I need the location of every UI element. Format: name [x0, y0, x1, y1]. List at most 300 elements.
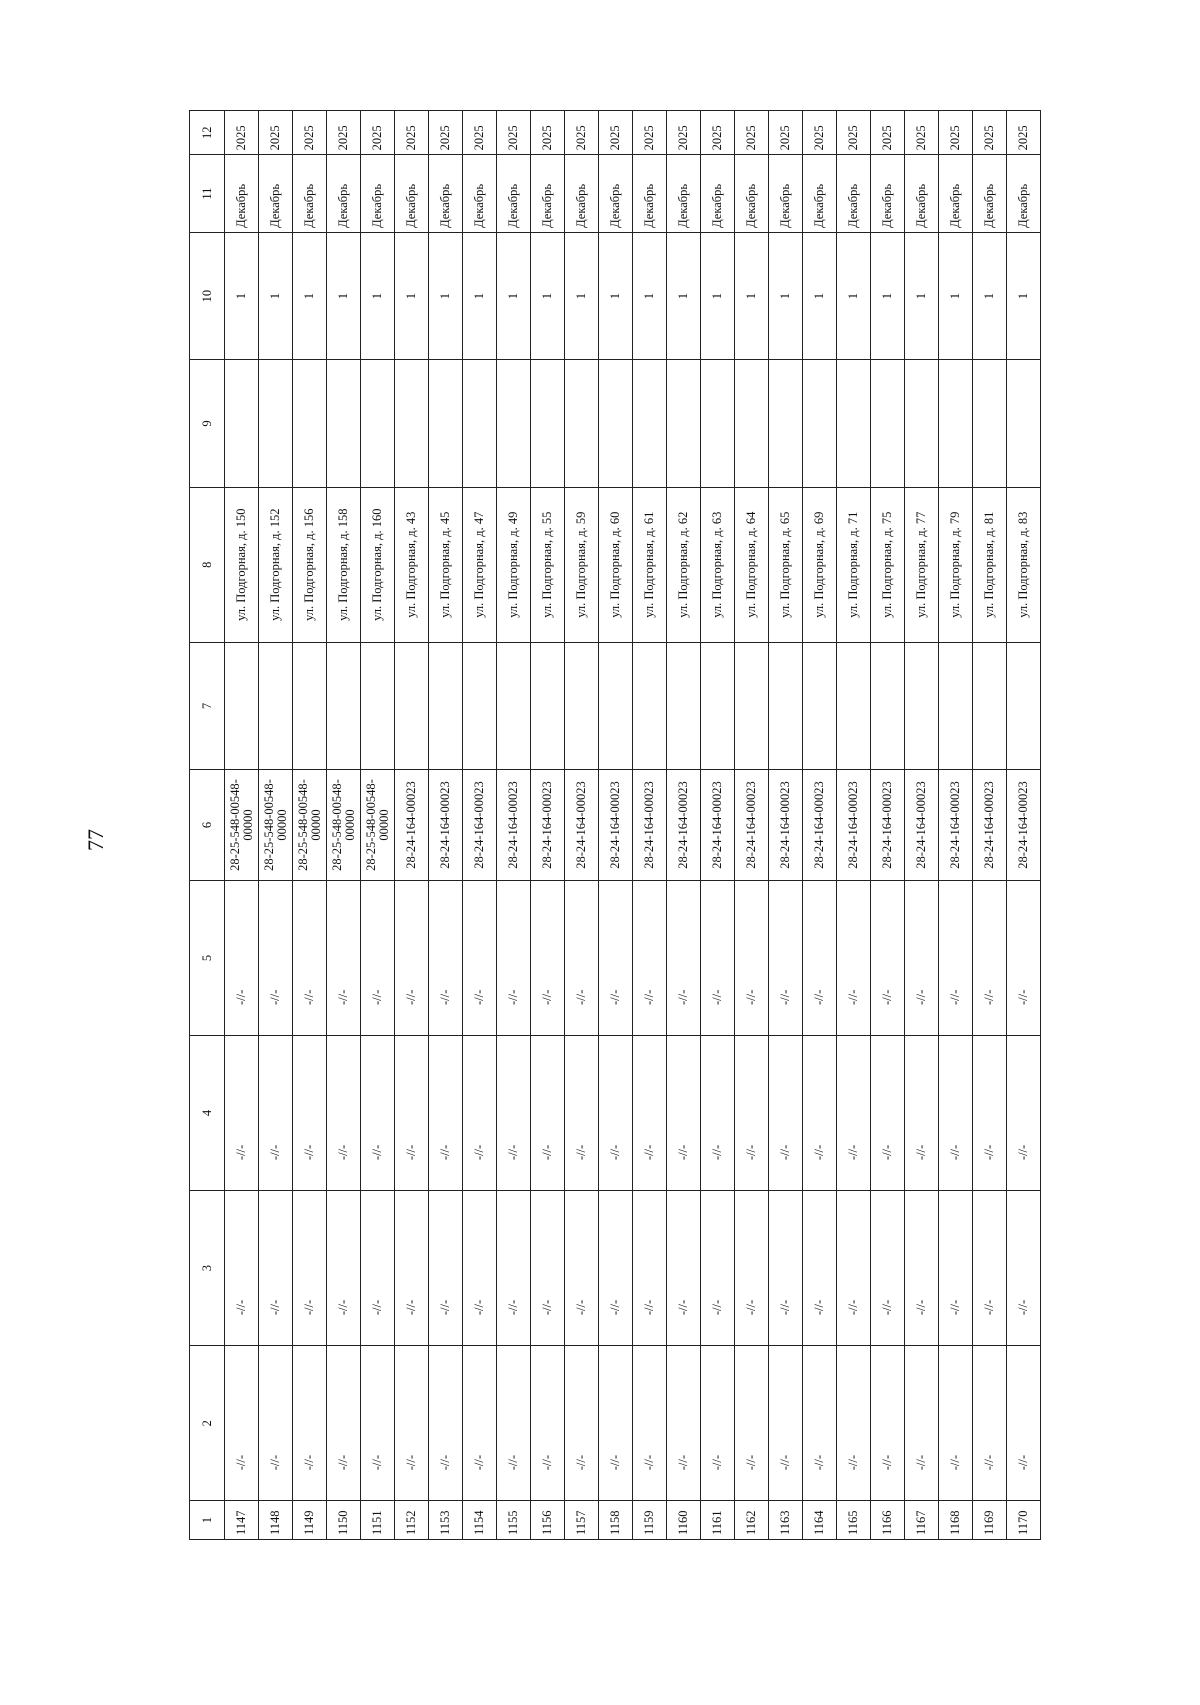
- cell-col-2: -//-: [871, 1346, 905, 1501]
- cell-col-8: ул. Подгорная, д. 150: [225, 487, 259, 642]
- cell-col-10: 1: [225, 232, 259, 359]
- cell-col-8: ул. Подгорная, д. 60: [599, 487, 633, 642]
- table-body: [225, 111, 1041, 1540]
- cell-col-4: -//-: [1007, 1036, 1041, 1191]
- cell-col-10: 1: [973, 232, 1007, 359]
- cell-col-10: 1: [327, 232, 361, 359]
- column-number-4: 4: [190, 1036, 225, 1191]
- cell-col-8: ул. Подгорная, д. 79: [939, 487, 973, 642]
- cell-col-2: -//-: [769, 1346, 803, 1501]
- cell-col-3: -//-: [701, 1191, 735, 1346]
- page-number: 77: [83, 829, 108, 851]
- cell-col-5: -//-: [599, 880, 633, 1035]
- cell-col-5: -//-: [837, 880, 871, 1035]
- cell-col-8: ул. Подгорная, д. 81: [973, 487, 1007, 642]
- table-row: [463, 111, 497, 1540]
- cell-col-4: -//-: [769, 1036, 803, 1191]
- table-row: [293, 111, 327, 1540]
- cell-col-5: -//-: [361, 880, 395, 1035]
- table-row: [667, 111, 701, 1540]
- column-number-9: 9: [190, 360, 225, 487]
- cell-col-12: 2025: [633, 111, 667, 155]
- cell-col-6: 28-24-164-00023: [701, 770, 735, 881]
- cell-col-12: 2025: [735, 111, 769, 155]
- cell-col-9: [667, 360, 701, 487]
- cell-col-4: -//-: [293, 1036, 327, 1191]
- cell-col-5: -//-: [1007, 880, 1041, 1035]
- cell-col-8: ул. Подгорная, д. 59: [565, 487, 599, 642]
- cell-col-2: -//-: [701, 1346, 735, 1501]
- table-row: [1007, 111, 1041, 1540]
- cell-col-6: 28-24-164-00023: [837, 770, 871, 881]
- cell-col-2: -//-: [633, 1346, 667, 1501]
- cell-col-5: -//-: [497, 880, 531, 1035]
- cell-col-5: -//-: [735, 880, 769, 1035]
- cell-col-6: 28-24-164-00023: [735, 770, 769, 881]
- cell-col-12: 2025: [463, 111, 497, 155]
- cell-col-7: [599, 642, 633, 769]
- cell-col-6: 28-24-164-00023: [463, 770, 497, 881]
- cell-col-7: [905, 642, 939, 769]
- cell-col-8: ул. Подгорная, д. 62: [667, 487, 701, 642]
- cell-col-9: [803, 360, 837, 487]
- cell-col-12: 2025: [803, 111, 837, 155]
- cell-col-7: [939, 642, 973, 769]
- cell-col-5: -//-: [531, 880, 565, 1035]
- cell-col-10: 1: [1007, 232, 1041, 359]
- table-row: [871, 111, 905, 1540]
- cell-col-11: Декабрь: [497, 155, 531, 233]
- table-row: [497, 111, 531, 1540]
- cell-col-9: [633, 360, 667, 487]
- cell-col-1: 1167: [905, 1501, 939, 1540]
- cell-col-8: ул. Подгорная, д. 158: [327, 487, 361, 642]
- cell-col-4: -//-: [905, 1036, 939, 1191]
- cell-col-2: -//-: [1007, 1346, 1041, 1501]
- cell-col-12: 2025: [497, 111, 531, 155]
- cell-col-2: -//-: [327, 1346, 361, 1501]
- cell-col-6: 28-24-164-00023: [395, 770, 429, 881]
- cell-col-6: 28-24-164-00023: [803, 770, 837, 881]
- cell-col-4: -//-: [599, 1036, 633, 1191]
- cell-col-8: ул. Подгорная, д. 156: [293, 487, 327, 642]
- cell-col-4: -//-: [735, 1036, 769, 1191]
- cell-col-7: [735, 642, 769, 769]
- cell-col-4: -//-: [497, 1036, 531, 1191]
- table-row: [395, 111, 429, 1540]
- cell-col-1: 1147: [225, 1501, 259, 1540]
- cell-col-3: -//-: [633, 1191, 667, 1346]
- cell-col-11: Декабрь: [701, 155, 735, 233]
- cell-col-3: -//-: [769, 1191, 803, 1346]
- cell-col-9: [701, 360, 735, 487]
- cell-col-7: [837, 642, 871, 769]
- cell-col-2: -//-: [463, 1346, 497, 1501]
- cell-col-7: [429, 642, 463, 769]
- cell-col-4: -//-: [633, 1036, 667, 1191]
- cell-col-7: [463, 642, 497, 769]
- cell-col-6: 28-24-164-00023: [565, 770, 599, 881]
- cell-col-8: ул. Подгорная, д. 69: [803, 487, 837, 642]
- cell-col-5: -//-: [225, 880, 259, 1035]
- cell-col-4: -//-: [871, 1036, 905, 1191]
- cell-col-10: 1: [837, 232, 871, 359]
- cell-col-1: 1152: [395, 1501, 429, 1540]
- cell-col-4: -//-: [395, 1036, 429, 1191]
- cell-col-7: [633, 642, 667, 769]
- rotated-table-frame: [189, 110, 1030, 1540]
- cell-col-3: -//-: [803, 1191, 837, 1346]
- cell-col-3: -//-: [259, 1191, 293, 1346]
- cell-col-7: [667, 642, 701, 769]
- cell-col-9: [361, 360, 395, 487]
- cell-col-2: -//-: [667, 1346, 701, 1501]
- cell-col-5: -//-: [429, 880, 463, 1035]
- cell-col-10: 1: [871, 232, 905, 359]
- cell-col-4: -//-: [667, 1036, 701, 1191]
- cell-col-3: -//-: [531, 1191, 565, 1346]
- cell-col-7: [327, 642, 361, 769]
- cell-col-9: [905, 360, 939, 487]
- cell-col-10: 1: [599, 232, 633, 359]
- cell-col-7: [225, 642, 259, 769]
- cell-col-1: 1149: [293, 1501, 327, 1540]
- cell-col-3: -//-: [667, 1191, 701, 1346]
- cell-col-4: -//-: [259, 1036, 293, 1191]
- cell-col-7: [769, 642, 803, 769]
- cell-col-3: -//-: [837, 1191, 871, 1346]
- cell-col-6: 28-25-548-00548-00000: [259, 770, 293, 881]
- cell-col-2: -//-: [599, 1346, 633, 1501]
- cell-col-8: ул. Подгорная, д. 55: [531, 487, 565, 642]
- cell-col-10: 1: [633, 232, 667, 359]
- cell-col-10: 1: [531, 232, 565, 359]
- cell-col-9: [735, 360, 769, 487]
- register-table: [189, 110, 1041, 1540]
- cell-col-3: -//-: [1007, 1191, 1041, 1346]
- cell-col-12: 2025: [259, 111, 293, 155]
- cell-col-8: ул. Подгорная, д. 75: [871, 487, 905, 642]
- table-row: [837, 111, 871, 1540]
- cell-col-12: 2025: [395, 111, 429, 155]
- cell-col-4: -//-: [837, 1036, 871, 1191]
- cell-col-4: -//-: [565, 1036, 599, 1191]
- cell-col-1: 1157: [565, 1501, 599, 1540]
- cell-col-6: 28-24-164-00023: [769, 770, 803, 881]
- table-row: [565, 111, 599, 1540]
- table-row: [769, 111, 803, 1540]
- cell-col-6: 28-24-164-00023: [1007, 770, 1041, 881]
- cell-col-9: [531, 360, 565, 487]
- cell-col-6: 28-24-164-00023: [429, 770, 463, 881]
- cell-col-2: -//-: [565, 1346, 599, 1501]
- cell-col-1: 1153: [429, 1501, 463, 1540]
- cell-col-11: Декабрь: [1007, 155, 1041, 233]
- cell-col-10: 1: [293, 232, 327, 359]
- cell-col-7: [497, 642, 531, 769]
- cell-col-7: [701, 642, 735, 769]
- cell-col-12: 2025: [667, 111, 701, 155]
- cell-col-4: -//-: [225, 1036, 259, 1191]
- table-row: [735, 111, 769, 1540]
- column-number-5: 5: [190, 880, 225, 1035]
- table-row: [633, 111, 667, 1540]
- cell-col-3: -//-: [939, 1191, 973, 1346]
- cell-col-5: -//-: [463, 880, 497, 1035]
- cell-col-5: -//-: [973, 880, 1007, 1035]
- cell-col-9: [293, 360, 327, 487]
- cell-col-5: -//-: [633, 880, 667, 1035]
- cell-col-1: 1166: [871, 1501, 905, 1540]
- table-row: [701, 111, 735, 1540]
- cell-col-5: -//-: [871, 880, 905, 1035]
- column-number-8: 8: [190, 487, 225, 642]
- cell-col-11: Декабрь: [633, 155, 667, 233]
- cell-col-5: -//-: [395, 880, 429, 1035]
- cell-col-8: ул. Подгорная, д. 83: [1007, 487, 1041, 642]
- column-number-row: [190, 111, 225, 1540]
- cell-col-3: -//-: [463, 1191, 497, 1346]
- table-container: [189, 110, 1030, 1540]
- cell-col-1: 1169: [973, 1501, 1007, 1540]
- cell-col-10: 1: [905, 232, 939, 359]
- cell-col-3: -//-: [497, 1191, 531, 1346]
- cell-col-6: 28-25-548-00548-00000: [293, 770, 327, 881]
- cell-col-1: 1161: [701, 1501, 735, 1540]
- cell-col-4: -//-: [701, 1036, 735, 1191]
- cell-col-4: -//-: [327, 1036, 361, 1191]
- cell-col-7: [973, 642, 1007, 769]
- cell-col-4: -//-: [939, 1036, 973, 1191]
- cell-col-2: -//-: [531, 1346, 565, 1501]
- table-row: [531, 111, 565, 1540]
- cell-col-2: -//-: [905, 1346, 939, 1501]
- table-row: [259, 111, 293, 1540]
- cell-col-4: -//-: [803, 1036, 837, 1191]
- cell-col-12: 2025: [1007, 111, 1041, 155]
- cell-col-9: [327, 360, 361, 487]
- cell-col-10: 1: [735, 232, 769, 359]
- cell-col-9: [871, 360, 905, 487]
- cell-col-7: [361, 642, 395, 769]
- cell-col-8: ул. Подгорная, д. 160: [361, 487, 395, 642]
- cell-col-12: 2025: [905, 111, 939, 155]
- cell-col-10: 1: [259, 232, 293, 359]
- column-number-10: 10: [190, 232, 225, 359]
- cell-col-8: ул. Подгорная, д. 45: [429, 487, 463, 642]
- cell-col-2: -//-: [395, 1346, 429, 1501]
- cell-col-12: 2025: [599, 111, 633, 155]
- cell-col-7: [871, 642, 905, 769]
- cell-col-9: [769, 360, 803, 487]
- cell-col-10: 1: [497, 232, 531, 359]
- cell-col-12: 2025: [327, 111, 361, 155]
- cell-col-11: Декабрь: [803, 155, 837, 233]
- table-row: [599, 111, 633, 1540]
- table-row: [225, 111, 259, 1540]
- cell-col-5: -//-: [769, 880, 803, 1035]
- cell-col-2: -//-: [225, 1346, 259, 1501]
- cell-col-8: ул. Подгорная, д. 71: [837, 487, 871, 642]
- cell-col-5: -//-: [701, 880, 735, 1035]
- cell-col-5: -//-: [259, 880, 293, 1035]
- cell-col-1: 1165: [837, 1501, 871, 1540]
- cell-col-3: -//-: [599, 1191, 633, 1346]
- cell-col-4: -//-: [531, 1036, 565, 1191]
- cell-col-6: 28-24-164-00023: [905, 770, 939, 881]
- table-row: [803, 111, 837, 1540]
- cell-col-1: 1148: [259, 1501, 293, 1540]
- column-number-3: 3: [190, 1191, 225, 1346]
- cell-col-9: [463, 360, 497, 487]
- cell-col-8: ул. Подгорная, д. 49: [497, 487, 531, 642]
- cell-col-9: [599, 360, 633, 487]
- cell-col-11: Декабрь: [327, 155, 361, 233]
- column-number-7: 7: [190, 642, 225, 769]
- cell-col-8: ул. Подгорная, д. 77: [905, 487, 939, 642]
- cell-col-8: ул. Подгорная, д. 152: [259, 487, 293, 642]
- cell-col-9: [565, 360, 599, 487]
- cell-col-12: 2025: [293, 111, 327, 155]
- cell-col-3: -//-: [225, 1191, 259, 1346]
- cell-col-11: Декабрь: [463, 155, 497, 233]
- cell-col-4: -//-: [463, 1036, 497, 1191]
- cell-col-2: -//-: [735, 1346, 769, 1501]
- cell-col-10: 1: [395, 232, 429, 359]
- cell-col-5: -//-: [565, 880, 599, 1035]
- cell-col-1: 1156: [531, 1501, 565, 1540]
- cell-col-3: -//-: [327, 1191, 361, 1346]
- cell-col-3: -//-: [395, 1191, 429, 1346]
- cell-col-11: Декабрь: [225, 155, 259, 233]
- table-row: [327, 111, 361, 1540]
- table-row: [361, 111, 395, 1540]
- cell-col-2: -//-: [259, 1346, 293, 1501]
- cell-col-10: 1: [939, 232, 973, 359]
- cell-col-3: -//-: [429, 1191, 463, 1346]
- cell-col-12: 2025: [871, 111, 905, 155]
- cell-col-7: [293, 642, 327, 769]
- cell-col-4: -//-: [361, 1036, 395, 1191]
- column-number-6: 6: [190, 770, 225, 881]
- cell-col-1: 1155: [497, 1501, 531, 1540]
- cell-col-7: [1007, 642, 1041, 769]
- cell-col-12: 2025: [837, 111, 871, 155]
- cell-col-6: 28-25-548-00548-00000: [225, 770, 259, 881]
- cell-col-12: 2025: [973, 111, 1007, 155]
- cell-col-1: 1170: [1007, 1501, 1041, 1540]
- cell-col-1: 1154: [463, 1501, 497, 1540]
- table-row: [939, 111, 973, 1540]
- cell-col-6: 28-24-164-00023: [871, 770, 905, 881]
- cell-col-6: 28-24-164-00023: [497, 770, 531, 881]
- cell-col-12: 2025: [939, 111, 973, 155]
- cell-col-6: 28-24-164-00023: [667, 770, 701, 881]
- cell-col-6: 28-25-548-00548-00000: [327, 770, 361, 881]
- cell-col-7: [565, 642, 599, 769]
- cell-col-1: 1162: [735, 1501, 769, 1540]
- cell-col-4: -//-: [973, 1036, 1007, 1191]
- cell-col-8: ул. Подгорная, д. 43: [395, 487, 429, 642]
- cell-col-10: 1: [701, 232, 735, 359]
- cell-col-2: -//-: [939, 1346, 973, 1501]
- cell-col-3: -//-: [735, 1191, 769, 1346]
- cell-col-10: 1: [361, 232, 395, 359]
- cell-col-2: -//-: [429, 1346, 463, 1501]
- cell-col-11: Декабрь: [293, 155, 327, 233]
- cell-col-10: 1: [769, 232, 803, 359]
- cell-col-6: 28-24-164-00023: [531, 770, 565, 881]
- cell-col-9: [973, 360, 1007, 487]
- cell-col-3: -//-: [361, 1191, 395, 1346]
- cell-col-9: [395, 360, 429, 487]
- cell-col-2: -//-: [973, 1346, 1007, 1501]
- cell-col-12: 2025: [531, 111, 565, 155]
- cell-col-8: ул. Подгорная, д. 47: [463, 487, 497, 642]
- cell-col-11: Декабрь: [769, 155, 803, 233]
- cell-col-3: -//-: [293, 1191, 327, 1346]
- cell-col-11: Декабрь: [973, 155, 1007, 233]
- cell-col-1: 1159: [633, 1501, 667, 1540]
- cell-col-12: 2025: [361, 111, 395, 155]
- cell-col-3: -//-: [973, 1191, 1007, 1346]
- cell-col-8: ул. Подгорная, д. 63: [701, 487, 735, 642]
- cell-col-9: [837, 360, 871, 487]
- cell-col-9: [497, 360, 531, 487]
- cell-col-12: 2025: [225, 111, 259, 155]
- column-number-12: 12: [190, 111, 225, 155]
- cell-col-9: [1007, 360, 1041, 487]
- cell-col-5: -//-: [803, 880, 837, 1035]
- cell-col-2: -//-: [497, 1346, 531, 1501]
- table-row: [429, 111, 463, 1540]
- cell-col-9: [259, 360, 293, 487]
- cell-col-1: 1160: [667, 1501, 701, 1540]
- cell-col-8: ул. Подгорная, д. 61: [633, 487, 667, 642]
- cell-col-3: -//-: [871, 1191, 905, 1346]
- column-number-1: 1: [190, 1501, 225, 1540]
- cell-col-11: Декабрь: [395, 155, 429, 233]
- cell-col-11: Декабрь: [361, 155, 395, 233]
- column-number-2: 2: [190, 1346, 225, 1501]
- cell-col-10: 1: [803, 232, 837, 359]
- cell-col-11: Декабрь: [871, 155, 905, 233]
- cell-col-1: 1150: [327, 1501, 361, 1540]
- cell-col-11: Декабрь: [837, 155, 871, 233]
- cell-col-9: [225, 360, 259, 487]
- cell-col-5: -//-: [667, 880, 701, 1035]
- cell-col-12: 2025: [565, 111, 599, 155]
- cell-col-6: 28-25-548-00548-00000: [361, 770, 395, 881]
- cell-col-11: Декабрь: [565, 155, 599, 233]
- cell-col-6: 28-24-164-00023: [939, 770, 973, 881]
- cell-col-11: Декабрь: [429, 155, 463, 233]
- cell-col-11: Декабрь: [735, 155, 769, 233]
- table-row: [973, 111, 1007, 1540]
- cell-col-2: -//-: [293, 1346, 327, 1501]
- cell-col-3: -//-: [905, 1191, 939, 1346]
- cell-col-8: ул. Подгорная, д. 64: [735, 487, 769, 642]
- cell-col-6: 28-24-164-00023: [599, 770, 633, 881]
- table-row: [905, 111, 939, 1540]
- cell-col-1: 1168: [939, 1501, 973, 1540]
- cell-col-9: [939, 360, 973, 487]
- cell-col-2: -//-: [837, 1346, 871, 1501]
- cell-col-2: -//-: [803, 1346, 837, 1501]
- cell-col-12: 2025: [701, 111, 735, 155]
- cell-col-8: ул. Подгорная, д. 65: [769, 487, 803, 642]
- cell-col-7: [395, 642, 429, 769]
